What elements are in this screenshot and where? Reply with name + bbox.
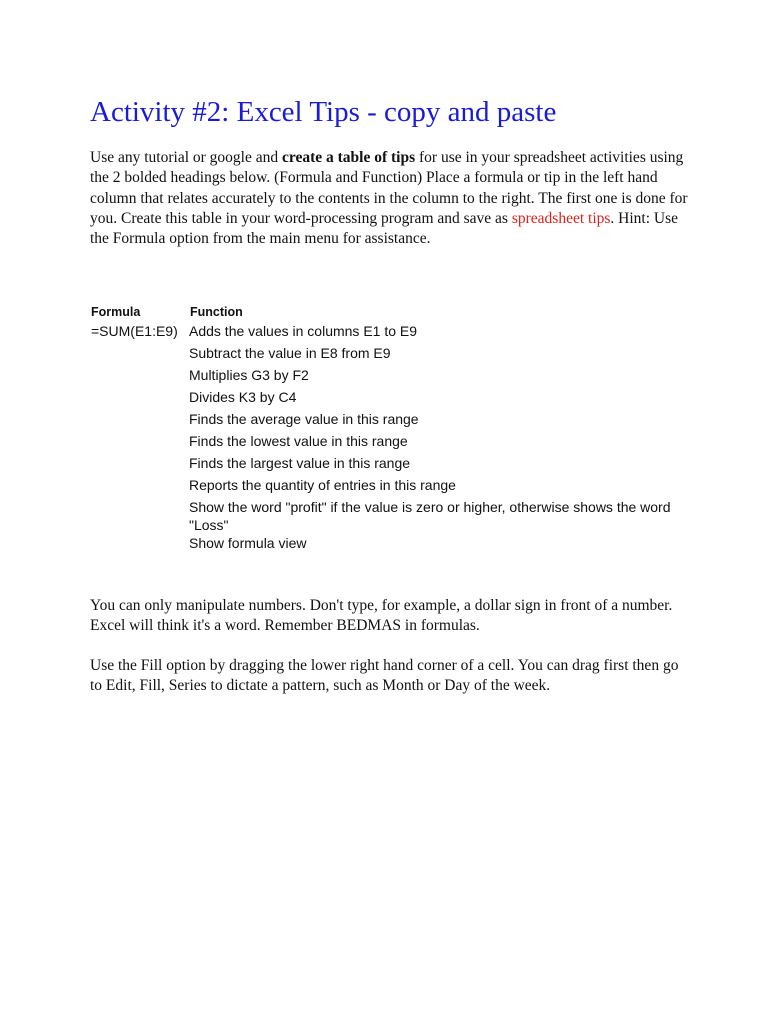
intro-red-text: spreadsheet tips [511,209,611,227]
table-row [91,322,691,344]
formula-cell [91,498,189,534]
intro-text-1: Use any tutorial or google and [90,149,282,166]
numbers-tip-paragraph: You can only manipulate numbers. Don't type, for example, a dollar sign in front of a number. Excel will think it's a word. Remember BEDMAS in formulas. [90,597,673,635]
function-cell: Finds the lowest value in this range [189,433,408,449]
function-cell: Reports the quantity of entries in this range [189,477,456,493]
function-cell: Show formula view [189,535,307,551]
function-cell: Finds the average value in this range [189,411,419,427]
formula-cell [91,344,189,366]
table-row [91,454,691,476]
function-cell: Subtract the value in E8 from E9 [189,345,391,361]
intro-bold-text: create a table of tips [281,149,416,166]
formula-cell [91,388,189,410]
table-row [91,410,691,432]
formula-cell [91,410,189,432]
formula-cell: =SUM(E1:E9) [91,323,178,339]
table-header-formula: Formula [91,305,141,319]
function-cell: Multiplies G3 by F2 [189,367,309,383]
formula-cell [91,366,189,388]
fill-tip-paragraph: Use the Fill option by dragging the lower right hand corner of a cell. You can drag first then go to Edit, Fill, Series to dictate a pattern, such as Month or Day of the week. [90,657,679,695]
table-row [91,366,691,388]
table-row [91,534,691,556]
function-cell: Divides K3 by C4 [189,389,297,405]
function-cell: Show the word "profit" if the value is zero or higher, otherwise shows the word "Loss" [189,499,671,533]
intro-text-2: for use in your spreadsheet activities using the 2 bolded headings below. (Formula and Function) Place a formula or tip in the left hand column that relates accurately to the contents in the column to the right. The first one is done for you. Create this table in your word-processing program and save as [90,149,688,227]
table-row [91,432,691,454]
formula-cell [91,476,189,498]
function-cell: Adds the values in columns E1 to E9 [189,323,418,339]
page-title: Activity #2: Excel Tips - copy and paste [90,96,557,128]
formula-cell [91,454,189,476]
table-header-function: Function [190,305,243,319]
table-body [91,322,691,556]
table-row [91,498,691,534]
table-row [91,476,691,498]
table-row [91,388,691,410]
intro-paragraph [90,148,690,249]
function-cell: Finds the largest value in this range [189,455,411,471]
intro-text-3: . Hint: Use the Formula option from the main menu for assistance. [90,209,679,248]
formula-cell [91,534,189,556]
formula-cell [91,432,189,454]
table-row [91,344,691,366]
